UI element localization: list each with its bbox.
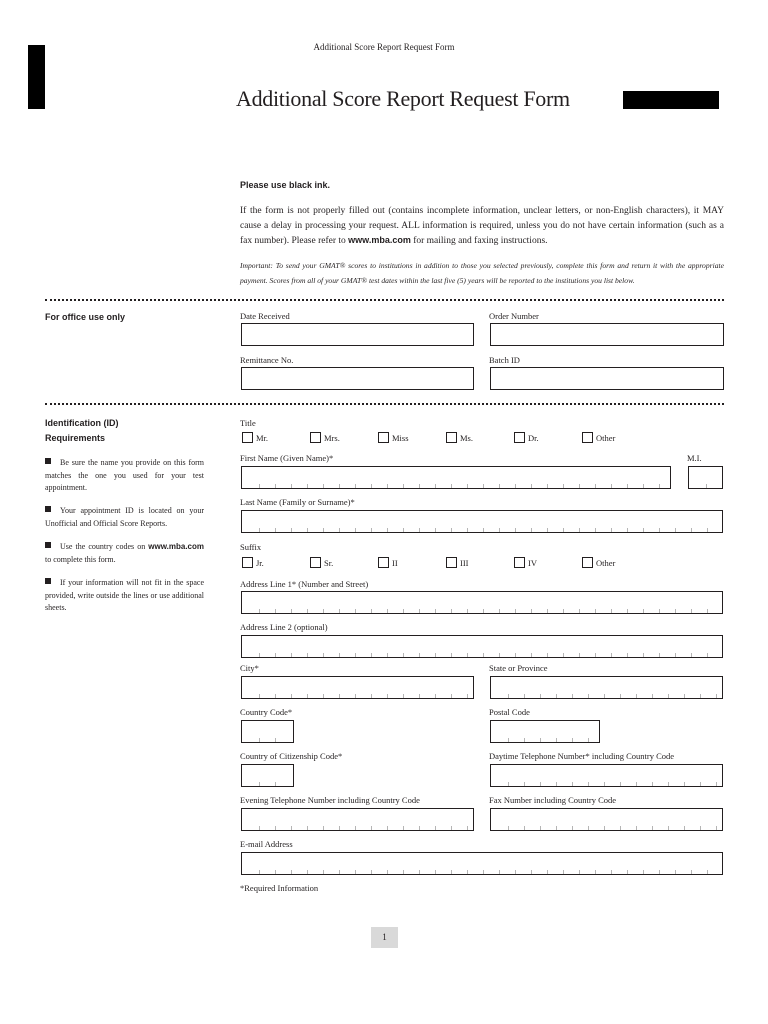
country-code-label: Country Code*: [240, 707, 293, 717]
intro-text: If the form is not properly filled out (contains incomplete information, unclear letters, or non-English characters), it MAY cause a delay in processing your request. ALL information is required, unless you do not have certain information (such as a fax number). Please refer to: [240, 206, 724, 246]
mi-field[interactable]: [688, 466, 723, 489]
checkbox[interactable]: [242, 557, 253, 568]
section-divider: [45, 403, 724, 405]
suffix-label: Suffix: [240, 542, 262, 552]
address2-label: Address Line 2 (optional): [240, 622, 328, 632]
suffix-option-iii[interactable]: III: [446, 557, 514, 568]
checkbox[interactable]: [310, 557, 321, 568]
citizenship-code-label: Country of Citizenship Code*: [240, 751, 343, 761]
suffix-option-other[interactable]: Other: [582, 557, 650, 568]
state-label: State or Province: [489, 663, 548, 673]
checkbox[interactable]: [514, 557, 525, 568]
date-received-label: Date Received: [240, 311, 290, 321]
address2-field[interactable]: [241, 635, 723, 658]
title-option-dr[interactable]: Dr.: [514, 432, 582, 443]
batch-id-label: Batch ID: [489, 355, 520, 365]
remittance-field[interactable]: [241, 367, 474, 390]
first-name-field[interactable]: [241, 466, 671, 489]
title-option-miss[interactable]: Miss: [378, 432, 446, 443]
checkbox[interactable]: [582, 557, 593, 568]
title-option-ms[interactable]: Ms.: [446, 432, 514, 443]
bullet-square-icon: [45, 542, 51, 548]
checkbox[interactable]: [446, 557, 457, 568]
running-header: Additional Score Report Request Form: [313, 42, 455, 52]
last-name-field[interactable]: [241, 510, 723, 533]
id-bullet-3: Use the country codes on www.mba.com to complete this form.: [45, 542, 204, 564]
title-option-mr[interactable]: Mr.: [242, 432, 310, 443]
date-received-field[interactable]: [241, 323, 474, 346]
suffix-option-iv[interactable]: IV: [514, 557, 582, 568]
ink-note: Please use black ink.: [240, 180, 331, 190]
fax-field[interactable]: [490, 808, 723, 831]
title-option-mrs[interactable]: Mrs.: [310, 432, 378, 443]
important-note: Important: To send your GMAT® scores to institutions in addition to those you selected previously, complete this form and return it with the appropriate payment. Scores from all of your GMAT® test dates within the last five (5) years will be reported to the institutions you list below.: [240, 261, 724, 285]
required-note: *Required Information: [240, 883, 319, 893]
title-options: [242, 432, 650, 443]
id-bullet-2: Your appointment ID is located on your Unofficial and Official Score Reports.: [45, 506, 204, 528]
suffix-option-ii[interactable]: II: [378, 557, 446, 568]
checkbox[interactable]: [378, 432, 389, 443]
postal-code-label: Postal Code: [489, 707, 530, 717]
email-label: E-mail Address: [240, 839, 293, 849]
checkbox[interactable]: [242, 432, 253, 443]
suffix-option-sr[interactable]: Sr.: [310, 557, 378, 568]
mi-label: M.I.: [687, 453, 702, 463]
evening-phone-field[interactable]: [241, 808, 474, 831]
checkbox[interactable]: [514, 432, 525, 443]
id-requirements-heading: [45, 416, 119, 446]
postal-code-field[interactable]: [490, 720, 600, 743]
id-bullet-1: Be sure the name you provide on this form matches the one you used for your test appointment.: [45, 458, 204, 492]
state-field[interactable]: [490, 676, 723, 699]
checkbox[interactable]: [378, 557, 389, 568]
bullet-square-icon: [45, 506, 51, 512]
city-field[interactable]: [241, 676, 474, 699]
office-use-heading: For office use only: [45, 312, 126, 322]
email-field[interactable]: [241, 852, 723, 875]
bullet-square-icon: [45, 578, 51, 584]
registration-mark-right: [623, 91, 719, 109]
id-heading-line2: Requirements: [45, 433, 106, 443]
daytime-phone-field[interactable]: [490, 764, 723, 787]
order-number-field[interactable]: [490, 323, 724, 346]
registration-mark-left: [28, 45, 45, 109]
page-number: 1: [371, 927, 398, 948]
intro-paragraph: [240, 204, 724, 249]
first-name-label: First Name (Given Name)*: [240, 453, 334, 463]
order-number-label: Order Number: [489, 311, 539, 321]
checkbox[interactable]: [446, 432, 457, 443]
remittance-label: Remittance No.: [240, 355, 294, 365]
last-name-label: Last Name (Family or Surname)*: [240, 497, 355, 507]
section-divider: [45, 299, 724, 301]
address1-label: Address Line 1* (Number and Street): [240, 579, 369, 589]
bullet-square-icon: [45, 458, 51, 464]
daytime-phone-label: Daytime Telephone Number* including Country Code: [489, 751, 675, 761]
city-label: City*: [240, 663, 259, 673]
batch-id-field[interactable]: [490, 367, 724, 390]
mba-link[interactable]: www.mba.com: [348, 235, 411, 245]
evening-phone-label: Evening Telephone Number including Country Code: [240, 795, 420, 805]
title-label: Title: [240, 418, 256, 428]
title-option-other[interactable]: Other: [582, 432, 650, 443]
checkbox[interactable]: [310, 432, 321, 443]
mba-link[interactable]: www.mba.com: [148, 542, 204, 551]
citizenship-code-field[interactable]: [241, 764, 294, 787]
form-title: Additional Score Report Request Form: [236, 86, 570, 111]
suffix-options: [242, 557, 650, 568]
fax-label: Fax Number including Country Code: [489, 795, 617, 805]
suffix-option-jr[interactable]: Jr.: [242, 557, 310, 568]
address1-field[interactable]: [241, 591, 723, 614]
id-bullet-4: If your information will not fit in the space provided, write outside the lines or use additional sheets.: [45, 578, 204, 612]
id-heading-line1: Identification (ID): [45, 418, 119, 428]
intro-text-end: for mailing and faxing instructions.: [410, 236, 548, 246]
checkbox[interactable]: [582, 432, 593, 443]
country-code-field[interactable]: [241, 720, 294, 743]
